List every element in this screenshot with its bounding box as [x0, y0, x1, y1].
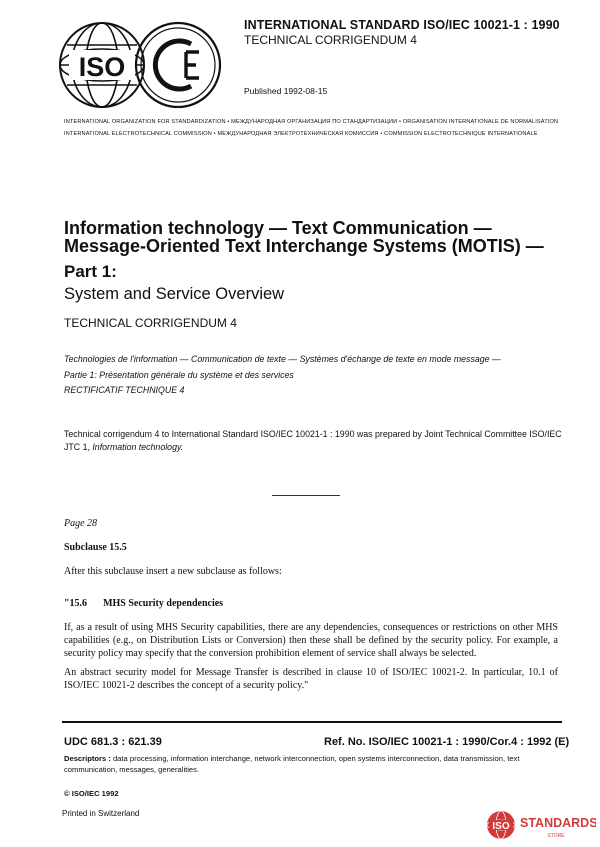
standards-store-badge[interactable]: [486, 810, 596, 842]
section-divider: [272, 495, 340, 496]
instruction-text: After this subclause insert a new subclause as follows:: [64, 566, 282, 577]
intro-text: Technical corrigendum 4 to International Standard ISO/IEC 10021-1 : 1990 was prepared by Joint Technical Committee ISO/IEC JTC 1,: [64, 429, 562, 452]
document-title-line-2: Message-Oriented Text Interchange Systems (MOTIS) —: [64, 236, 544, 256]
descriptors-label: Descriptors :: [64, 754, 111, 763]
svg-text:ISO: ISO: [492, 821, 510, 832]
svg-text:ISO: ISO: [78, 52, 126, 82]
subclause-label: Subclause 15.5: [64, 542, 127, 553]
svg-text:STANDARDS: STANDARDS: [520, 816, 596, 830]
udc-code: UDC 681.3 : 621.39: [64, 736, 162, 748]
part-name: System and Service Overview: [64, 285, 285, 303]
section-heading: [64, 598, 223, 609]
intro-committee: Information technology.: [92, 442, 184, 452]
french-title-line-2: Partie 1: Présentation générale du système et des services: [64, 370, 294, 380]
org-line-iso: INTERNATIONAL ORGANIZATION FOR STANDARDIZATION • МЕЖДУНАРОДНАЯ ОРГАНИЗАЦИЯ ПО СТАНДАРТИЗАЦИИ • ORGANISATION INTERNATIONALE DE NORMALISATION: [64, 119, 559, 125]
body-paragraph-2: An abstract security model for Message Transfer is described in clause 10 of ISO/IEC 10021-2. In particular, 10.1 of ISO/IEC 10021-2 describes the concept of a security policy.": [64, 667, 558, 691]
descriptors: [64, 753, 564, 775]
document-title-line-1: Information technology — Text Communication —: [64, 218, 492, 238]
svg-text:STORE: STORE: [547, 833, 565, 839]
standard-number: INTERNATIONAL STANDARD ISO/IEC 10021-1 : 1990: [244, 18, 560, 32]
iec-logo: [133, 20, 223, 110]
section-heading-text: MHS Security dependencies: [103, 598, 224, 609]
corrigendum-label: TECHNICAL CORRIGENDUM 4: [244, 33, 417, 47]
reference-number: Ref. No. ISO/IEC 10021-1 : 1990/Cor.4 : 1992 (E): [324, 736, 570, 748]
publication-date: Published 1992-08-15: [244, 86, 328, 96]
section-heading-number: "15.6: [64, 598, 88, 609]
french-title-line-1: Technologies de l'information — Communication de texte — Systèmes d'échange de texte en mode message —: [64, 354, 501, 364]
body-paragraph-1: If, as a result of using MHS Security capabilities, there are any dependencies, consequences or restrictions on other MHS capabilities (e.g., on Distribution Lists or Conversion) then these shall be defined by the security policy. For example, a security policy may specify that the conversion prohibition element of service shall always be selected.: [64, 622, 558, 659]
org-line-iec: INTERNATIONAL ELECTROTECHNICAL COMMISSION • МЕЖДУНАРОДНАЯ ЭЛЕКТРОТЕХНИЧЕСКАЯ КОМИССИЯ • COMMISSION ELECTROTECHNIQUE INTERNATIONALE: [64, 131, 538, 137]
svg-text:IEC: IEC: [177, 108, 179, 109]
page-reference: Page 28: [64, 518, 98, 529]
french-title-line-3: RECTIFICATIF TECHNIQUE 4: [64, 385, 185, 395]
printed-in: Printed in Switzerland: [62, 809, 140, 818]
intro-paragraph: [64, 428, 564, 454]
copyright: © ISO/IEC 1992: [64, 789, 119, 798]
title-corrigendum: TECHNICAL CORRIGENDUM 4: [64, 316, 237, 330]
part-number: Part 1:: [64, 262, 117, 281]
descriptors-text: data processing, information interchange, network interconnection, open systems interconnection, data transmission, text communication, messages, generalities.: [64, 754, 520, 774]
footer-rule: [62, 721, 562, 723]
